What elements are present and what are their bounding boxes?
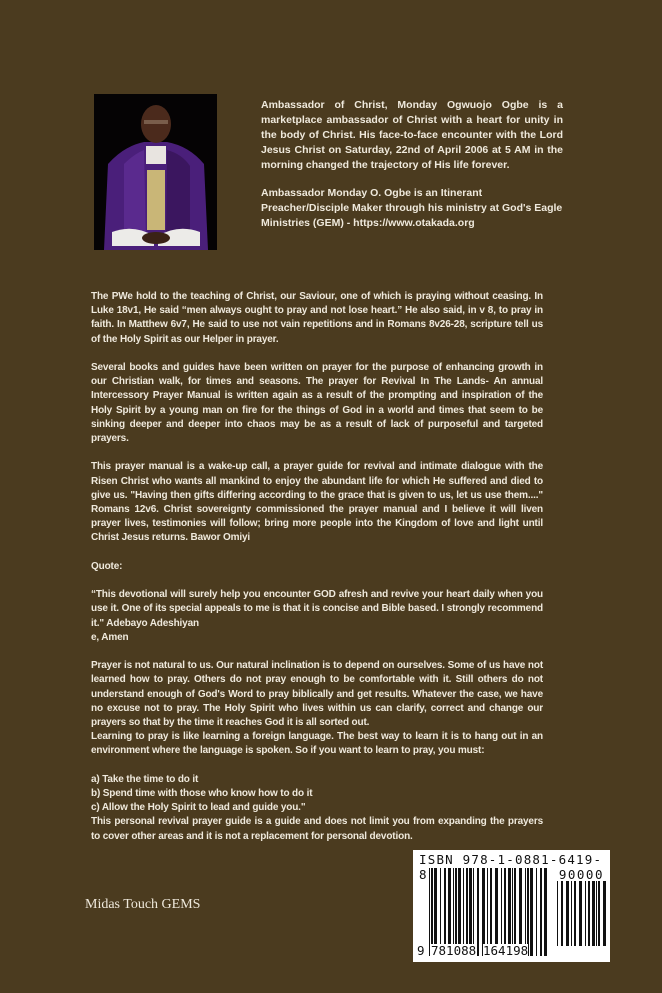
barcode-bar [592, 881, 595, 946]
barcode-bar [598, 881, 600, 946]
barcode-digits-group-2: 164198 [483, 942, 529, 958]
quote-tail: e, Amen [91, 631, 129, 643]
author-bio-paragraph: Ambassador of Christ, Monday Ogwuojo Ogbe is a marketplace ambassador of Christ with a heart for unity in the body of Christ. His face-to-face encounter with the Lord Jesus Christ on Saturday, 22nd of April 2006 at 5 AM in the morning changed the trajectory of His life forever. [261, 99, 563, 171]
price-code: 90000 [558, 866, 604, 882]
paragraph-prayer-not-natural: Prayer is not natural to us. Our natural inclination is to depend on ourselves. Some of us have not learned how to pray. Others do not pray enough to be comfortable with it. Still others do not understand enough of God's Word to pray biblically and get results. Whatever the case, we have no excuse not to pray. The Holy Spirit who lives within us can clarify, correct and change our prayers so that by the time it reaches God it is all sorted out. [91, 660, 543, 729]
publisher-name: Midas Touch GEMS [85, 897, 201, 912]
paragraph-books: Several books and guides have been written on prayer for the purpose of enhancing growth in our Christian walk, for times and seasons. The prayer for Revival In The Lands- An annual Intercessory Prayer Manual is written again as a result of the prompting and inspiration of the Holy Spirit by a young man on fire for the things of God in a world and times that seem to be sinking deeper and deeper into chaos may be as a result of lack of purposeful and targeted prayers. [91, 362, 543, 445]
barcode-bar [603, 881, 606, 946]
barcode-bar [579, 881, 582, 946]
paragraph-learning-to-pray: Learning to pray is like learning a foreign language. The best way to learn it is to hang out in an environment where the language is spoken. So if you want to learn to pray, you must: [91, 731, 543, 757]
barcode-bar [574, 881, 576, 946]
barcode-bar [585, 881, 586, 946]
barcode-bar [588, 881, 590, 946]
author-photo [94, 94, 217, 250]
barcode-bar [561, 881, 563, 946]
author-bio [261, 98, 563, 244]
isbn-barcode [413, 850, 610, 962]
barcode-bar [566, 881, 569, 946]
barcode-digit-first: 9 [417, 942, 425, 958]
quote-text: “This devotional will surely help you encounter GOD afresh and revive your heart daily when you use it. One of its special appeals to me is that it is concise and Bible based. I strongly recommend it." Adebayo Adeshiyan [91, 589, 543, 629]
list-item: b) Spend time with those who know how to do it [91, 788, 313, 800]
barcode-bar [557, 881, 558, 946]
back-cover-text [91, 290, 604, 962]
list-item: c) Allow the Holy Spirit to lead and guide you." [91, 802, 306, 814]
barcode-digits-group-1: 781088 [431, 942, 477, 958]
isbn-text: ISBN 978-1-0881-6419-8 [419, 851, 603, 882]
list-item: a) Take the time to do it [91, 773, 199, 785]
paragraph-closing: This personal revival prayer guide is a guide and does not limit you from expanding the prayers to cover other areas and it is not a replacement for personal devotion. [91, 816, 543, 842]
barcode-bar [571, 881, 572, 946]
author-bio-ministry: Ambassador Monday O. Ogbe is an Itinerant Preacher/Disciple Maker through his ministry at God's Eagle Ministries (GEM) - https://www.otakada.org [261, 187, 563, 229]
barcode-bar [596, 881, 597, 946]
quote-label: Quote: [91, 560, 123, 572]
paragraph-teaching: The PWe hold to the teaching of Christ, our Saviour, one of which is praying without ceasing. In Luke 18v1, He said “men always ought to pray and not lose heart.” He also said, in v 8, to pray in faith. In Matthew 6v7, He said to use not vain repetitions and in Romans 8v26-28, scripture tell us of the Holy Spirit as our Helper in prayer. [91, 291, 543, 345]
paragraph-wake-up-call: This prayer manual is a wake-up call, a prayer guide for revival and intimate dialogue with the Risen Christ who wants all mankind to enjoy the abundant life for which He suffered and died to give us. "Having then gifts differing according to the grace that is given to us, let us use them...." Romans 12v6. Christ sovereignty commissioned the prayer manual and I believe it will liven prayer lives, testimonies will follow; bring more people into the Kingdom of love and light until Christ Jesus returns. Bawor Omiyi [91, 461, 543, 544]
